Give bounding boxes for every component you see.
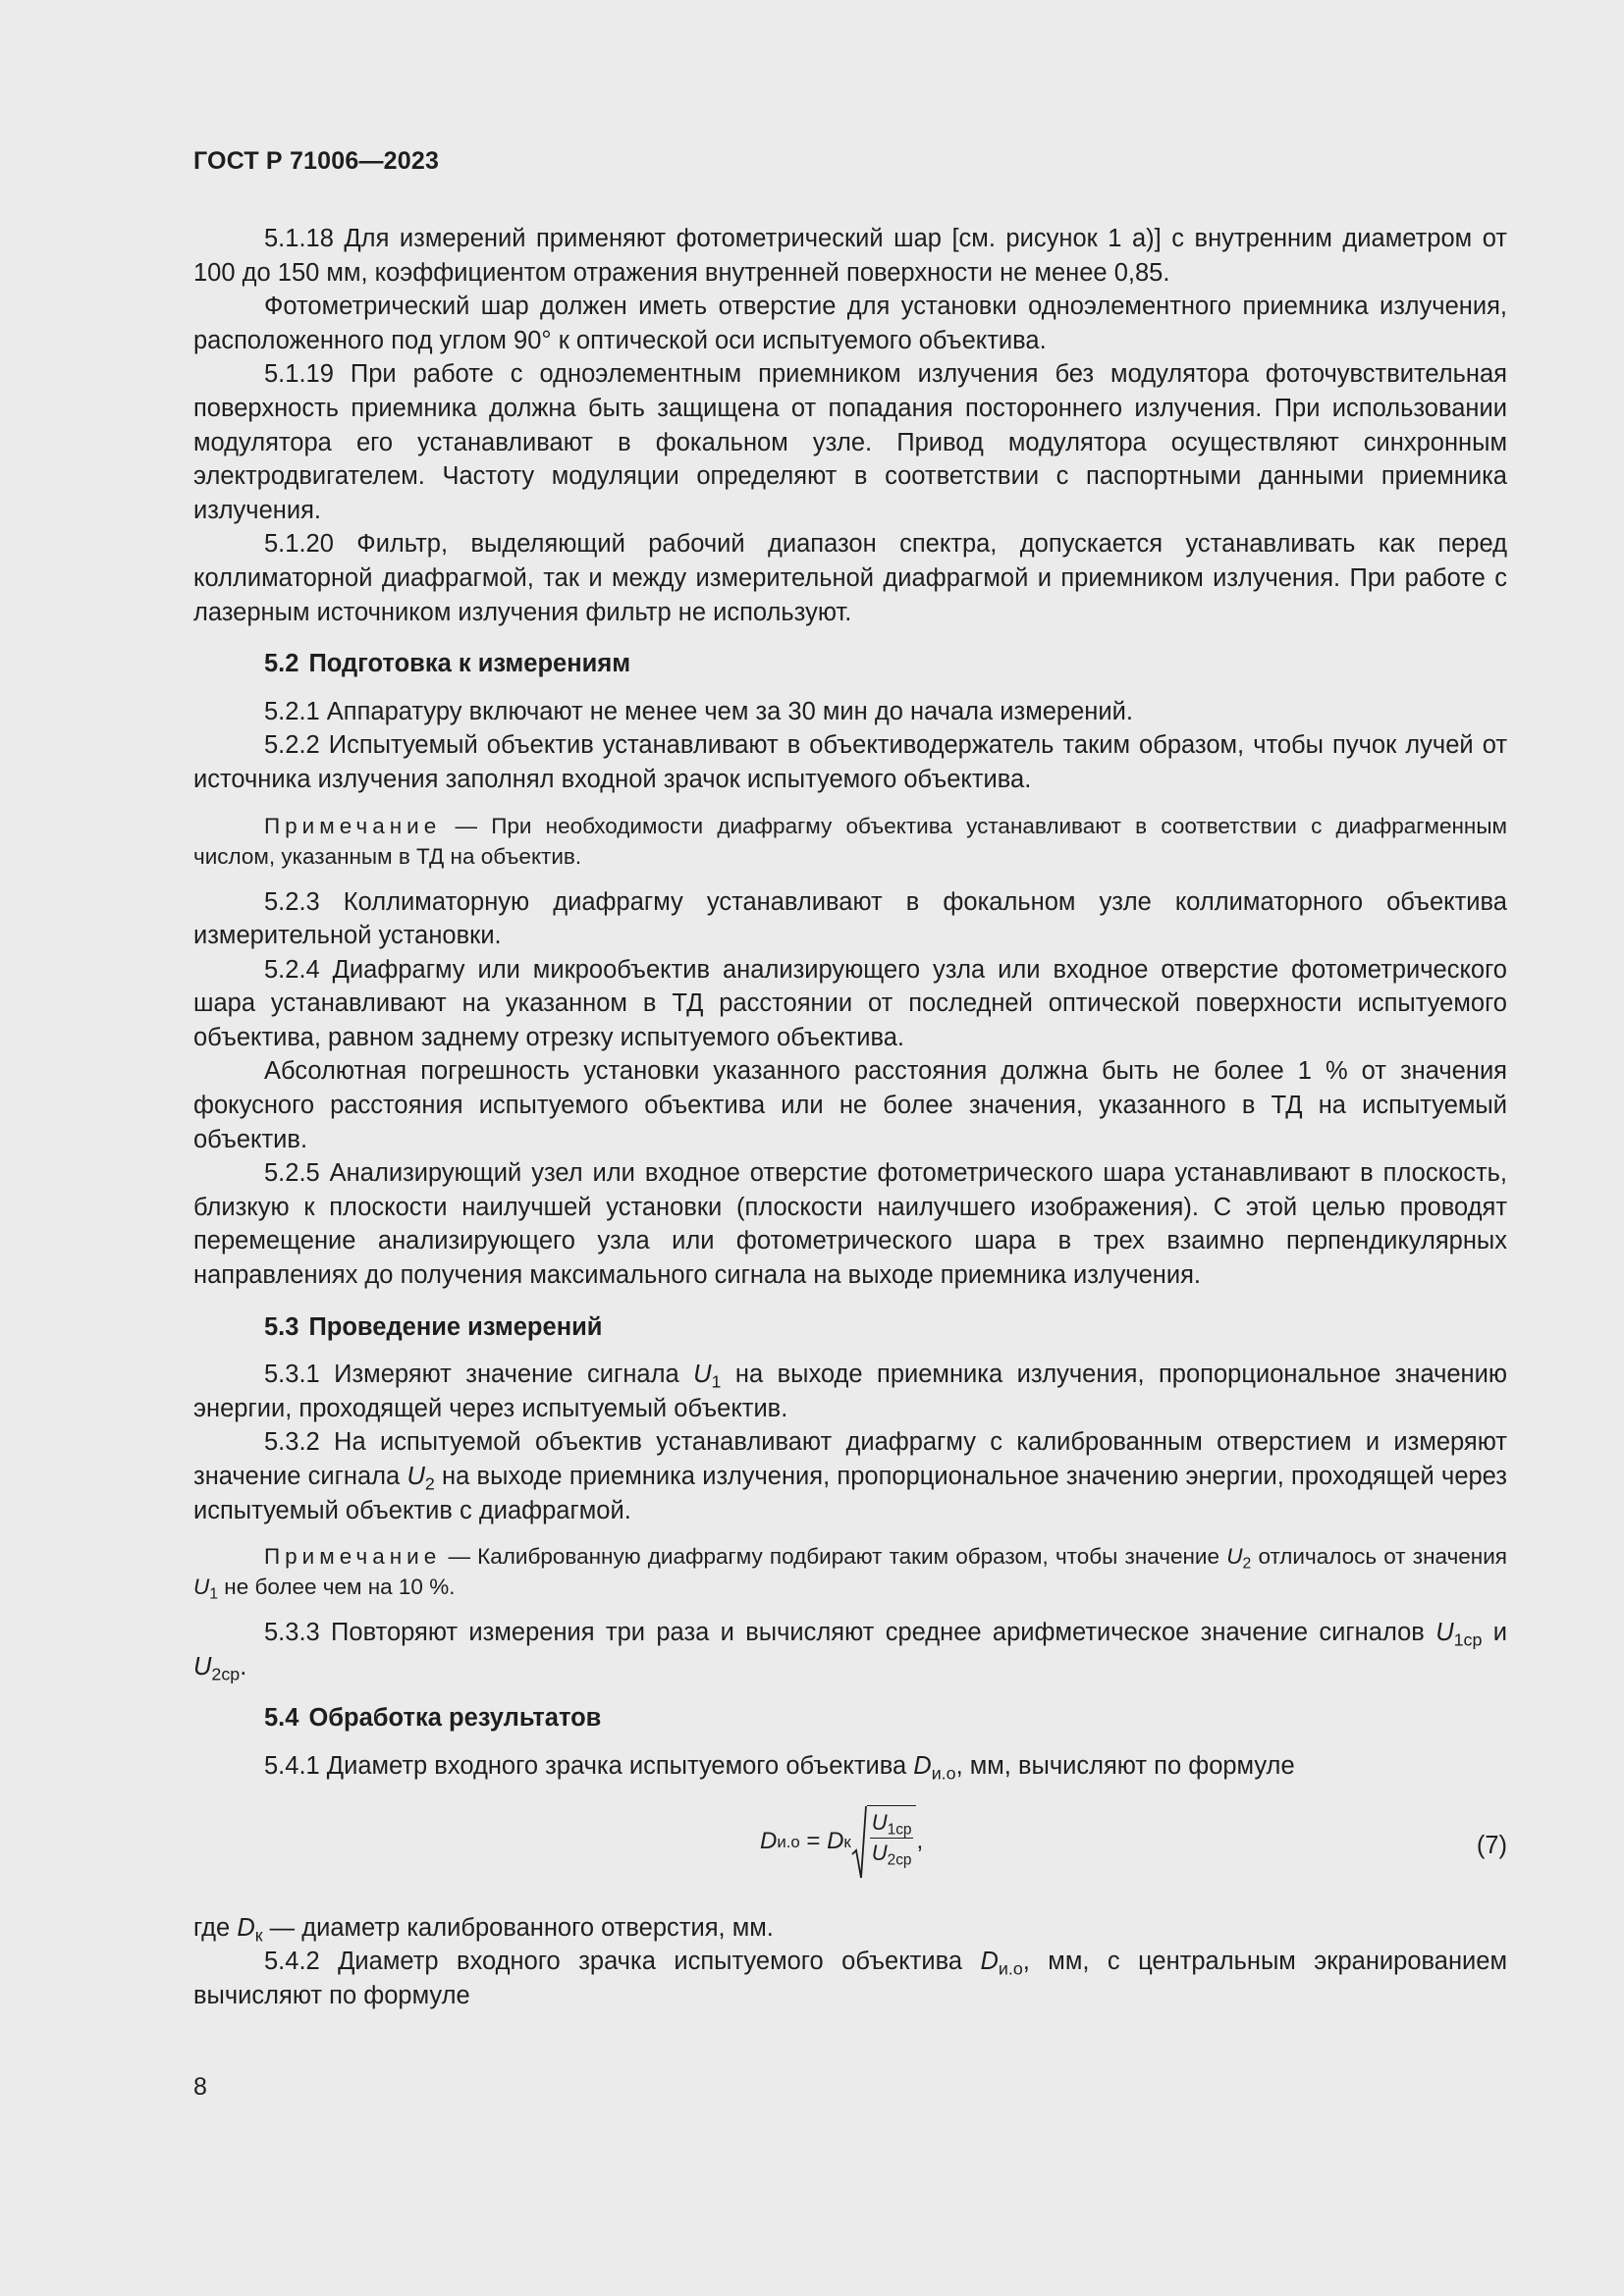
document-header: ГОСТ Р 71006—2023	[193, 147, 440, 175]
note-1	[193, 811, 1507, 872]
fraction	[867, 1805, 917, 1880]
text-run: отличалось от значения	[1251, 1544, 1507, 1570]
note-label: Примечание	[264, 813, 442, 838]
paragraph-5-4-1	[193, 1749, 1507, 1784]
paragraph-5-1-18: 5.1.18 Для измерений применяют фотометрический шар [см. рисунок 1 а)] с внутренним диаметром от 100 до 150 мм, коэффициентом отражения внутренней поверхности не менее 0,85.	[193, 225, 1507, 287]
text-run: не более чем на 10 %.	[218, 1575, 456, 1600]
formula-number: (7)	[1476, 1831, 1507, 1859]
fraction-numerator	[870, 1806, 914, 1839]
fraction-denominator	[870, 1839, 914, 1869]
variable: U	[693, 1361, 712, 1389]
subscript: 1ср	[887, 1821, 912, 1839]
variable: D	[827, 1828, 844, 1855]
subscript: 2ср	[887, 1851, 912, 1869]
paragraph-5-3-3	[193, 1616, 1507, 1683]
subscript: 1	[711, 1371, 722, 1392]
text-run: 5.4.2 Диаметр входного зрачка испытуемого объектива	[264, 1948, 981, 1976]
text-run: , мм, с центральным экранированием вычисляют по формуле	[193, 1948, 1507, 2009]
paragraph-5-3-2	[193, 1425, 1507, 1527]
document-body	[193, 222, 1507, 2012]
section-heading-5-2	[193, 647, 1507, 681]
equals-sign: =	[799, 1828, 828, 1855]
paragraph-5-4-2	[193, 1945, 1507, 2012]
variable: U	[406, 1463, 425, 1490]
text-run: 5.3.3 Повторяют измерения три раза и вычисляют среднее арифметическое значение сигналов	[264, 1619, 1436, 1647]
paragraph-5-3-1	[193, 1358, 1507, 1425]
paragraph-where	[193, 1911, 1507, 1946]
subscript: и.о	[998, 1958, 1023, 1979]
text-run: , мм, вычисляют по формуле	[955, 1751, 1295, 1780]
note-2	[193, 1541, 1507, 1602]
text-run: где	[193, 1913, 238, 1942]
subscript: и.о	[931, 1763, 956, 1784]
subscript: 1ср	[1453, 1629, 1483, 1650]
variable: U	[871, 1840, 888, 1865]
paragraph-5-1-19: 5.1.19 При работе с одноэлементным приемником излучения без модулятора фоточувствительная поверхность приемника должна быть защищена от попадания постороннего излучения. При использовании модулятора его устанавливают в фокальном узле. Привод модулятора осуществляют синхронным электродвигателем. Частоту модуляции определяют в соответствии с паспортными данными приемника излучения.	[193, 360, 1507, 524]
text-run: 5.4.1 Диаметр входного зрачка испытуемого объектива	[264, 1751, 914, 1780]
text-run: на выходе приемника излучения, пропорциональное значению энергии, проходящей через испытуемый объектив с диафрагмой.	[193, 1463, 1507, 1524]
paragraph-5-2-3: 5.2.3 Коллиматорную диафрагму устанавливают в фокальном узле коллиматорного объектива измерительной установки.	[193, 887, 1507, 950]
paragraph-5-2-4-cont: Абсолютная погрешность установки указанного расстояния должна быть не более 1 % от значения фокусного расстояния испытуемого объектива или не более значения, указанного в ТД на испытуемый объектив.	[193, 1057, 1507, 1153]
paragraph-5-1-18-cont: Фотометрический шар должен иметь отверстие для установки одноэлементного приемника излучения, расположенного под углом 90° к оптической оси испытуемого объектива.	[193, 293, 1507, 354]
paragraph-5-1-20: 5.1.20 Фильтр, выделяющий рабочий диапазон спектра, допускается устанавливать как перед коллиматорной диафрагмой, так и между измерительной диафрагмой и приемником излучения. При работе с лазерным источником излучения фильтр не используют.	[193, 530, 1507, 626]
text-run: 5.3.2 На испытуемой объектив устанавливают диафрагму с калиброванным отверстием и измеряют значение сигнала	[193, 1428, 1507, 1490]
paragraph-5-2-4: 5.2.4 Диафрагму или микрообъектив анализирующего узла или входное отверстие фотометрического шара устанавливают на указанном в ТД расстоянии от последней оптической поверхности испытуемого объектива, равном заднему отрезку испытуемого объектива.	[193, 955, 1507, 1051]
subscript: 2ср	[211, 1664, 241, 1684]
variable: U	[871, 1809, 888, 1835]
section-number: 5.4	[264, 1704, 299, 1733]
section-heading-5-4	[193, 1701, 1507, 1735]
text-run: — диаметр калиброванного отверстия, мм.	[262, 1913, 774, 1942]
variable: U	[193, 1575, 210, 1600]
formula-expression: D и.о = D к $\frac{U_{1ср}}{U_{2ср}}$ ,	[760, 1805, 923, 1880]
square-root	[851, 1805, 917, 1880]
subscript: 2	[424, 1473, 435, 1494]
subscript: 2	[1242, 1555, 1252, 1573]
section-number: 5.3	[264, 1312, 299, 1341]
paragraph-5-2-2: 5.2.2 Испытуемый объектив устанавливают в объективодержатель таким образом, чтобы пучок лучей от источника излучения заполнял входной зрачок испытуемого объектива.	[193, 731, 1507, 793]
note-label: Примечание	[264, 1544, 442, 1570]
variable: U	[193, 1652, 212, 1681]
section-number: 5.2	[264, 650, 299, 678]
variable: D	[913, 1751, 932, 1780]
note-text: — При необходимости диафрагму объектива устанавливают в соответствии с диафрагменным числом, указанным в ТД на объектив.	[193, 813, 1507, 869]
page-number: 8	[193, 2073, 207, 2101]
variable: U	[1435, 1619, 1454, 1647]
variable: D	[237, 1913, 255, 1942]
subscript: к	[254, 1924, 263, 1945]
variable: U	[1226, 1544, 1243, 1570]
text-run: 5.3.1 Измеряют значение сигнала	[264, 1361, 694, 1389]
radical-sign-icon	[851, 1805, 867, 1880]
paragraph-5-2-5: 5.2.5 Анализирующий узел или входное отверстие фотометрического шара устанавливают в плоскость, близкую к плоскости наилучшей установки (плоскости наилучшего изображения). С этой целью проводят перемещение анализирующего узла или фотометрического шара в трех взаимно перпендикулярных направлениях до получения максимального сигнала на выходе приемника излучения.	[193, 1159, 1507, 1290]
text-run: на выходе приемника излучения, пропорциональное значению энергии, проходящей через испытуемый объектив.	[193, 1361, 1507, 1422]
variable: D	[980, 1948, 999, 1976]
text-run: — Калиброванную диафрагму подбирают таким образом, чтобы значение	[441, 1544, 1227, 1570]
section-title: Обработка результатов	[308, 1704, 602, 1733]
section-heading-5-3	[193, 1310, 1507, 1345]
subscript: 1	[209, 1585, 219, 1603]
paragraph-5-2-1: 5.2.1 Аппаратуру включают не менее чем за 30 мин до начала измерений.	[264, 697, 1133, 725]
section-title: Проведение измерений	[308, 1312, 603, 1341]
formula-7	[193, 1793, 1507, 1911]
formula-comma: ,	[916, 1828, 924, 1855]
text-run: и	[1482, 1619, 1507, 1647]
section-title: Подготовка к измерениям	[308, 650, 631, 678]
variable: D	[760, 1828, 778, 1855]
text-run: .	[240, 1652, 247, 1681]
